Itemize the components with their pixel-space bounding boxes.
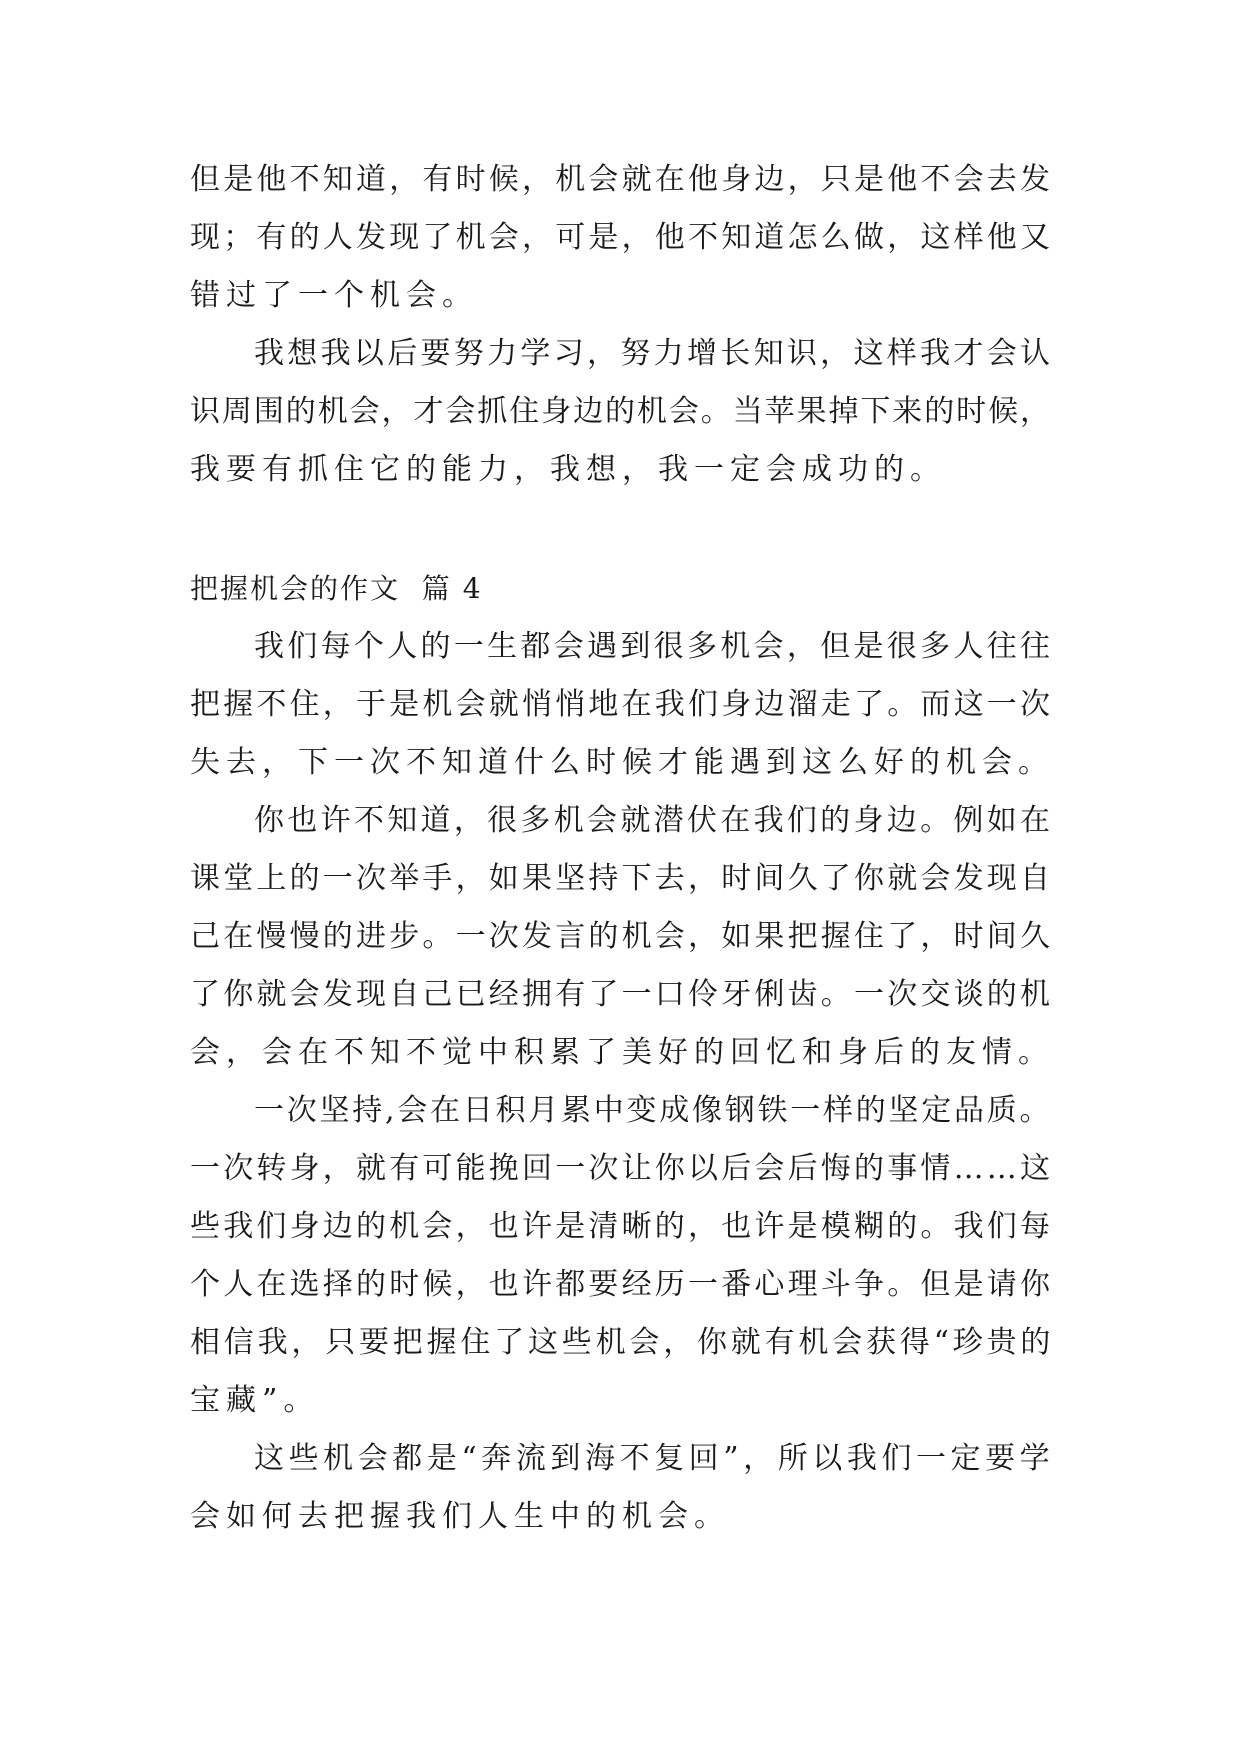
text-line: 错过了一个机会。 bbox=[190, 278, 478, 313]
text-line: 但是他不知道，有时候，机会就在他身边，只是他不会去发 bbox=[190, 162, 1054, 197]
section-heading: 把握机会的作文 篇 4 bbox=[190, 572, 483, 605]
text-line: 会如何去把握我们人生中的机会。 bbox=[190, 1499, 730, 1534]
text-line: 把握不住，于是机会就悄悄地在我们身边溜走了。而这一次 bbox=[190, 687, 1054, 722]
text-line: 些我们身边的机会，也许是清晰的，也许是模糊的。我们每 bbox=[190, 1209, 1054, 1244]
text-line: 我要有抓住它的能力，我想，我一定会成功的。 bbox=[190, 452, 946, 487]
text-line: 会，会在不知不觉中积累了美好的回忆和身后的友情。 bbox=[190, 1035, 1054, 1070]
text-line: 我想我以后要努力学习，努力增长知识，这样我才会认 bbox=[254, 336, 1054, 371]
text-line: 我们每个人的一生都会遇到很多机会，但是很多人往往 bbox=[254, 629, 1054, 664]
text-line: 你也许不知道，很多机会就潜伏在我们的身边。例如在 bbox=[254, 803, 1054, 838]
text-line: 了你就会发现自己已经拥有了一口伶牙俐齿。一次交谈的机 bbox=[190, 977, 1054, 1012]
text-line: 课堂上的一次举手，如果坚持下去，时间久了你就会发现自 bbox=[190, 861, 1054, 896]
text-line: 一次坚持,会在日积月累中变成像钢铁一样的坚定品质。 bbox=[254, 1093, 1053, 1128]
text-line: 相信我，只要把握住了这些机会，你就有机会获得“珍贵的 bbox=[190, 1325, 1055, 1360]
text-line: 一次转身，就有可能挽回一次让你以后会后悔的事情……这 bbox=[190, 1151, 1054, 1186]
text-line: 失去，下一次不知道什么时候才能遇到这么好的机会。 bbox=[190, 745, 1054, 780]
text-line: 个人在选择的时候，也许都要经历一番心理斗争。但是请你 bbox=[190, 1267, 1054, 1302]
text-line: 己在慢慢的进步。一次发言的机会，如果把握住了，时间久 bbox=[190, 919, 1054, 954]
text-line: 这些机会都是“奔流到海不复回”，所以我们一定要学 bbox=[254, 1441, 1055, 1476]
text-line: 宝藏”。 bbox=[190, 1383, 320, 1418]
text-line: 识周围的机会，才会抓住身边的机会。当苹果掉下来的时候， bbox=[190, 394, 1052, 429]
text-line: 现；有的人发现了机会，可是，他不知道怎么做，这样他又 bbox=[190, 220, 1054, 255]
